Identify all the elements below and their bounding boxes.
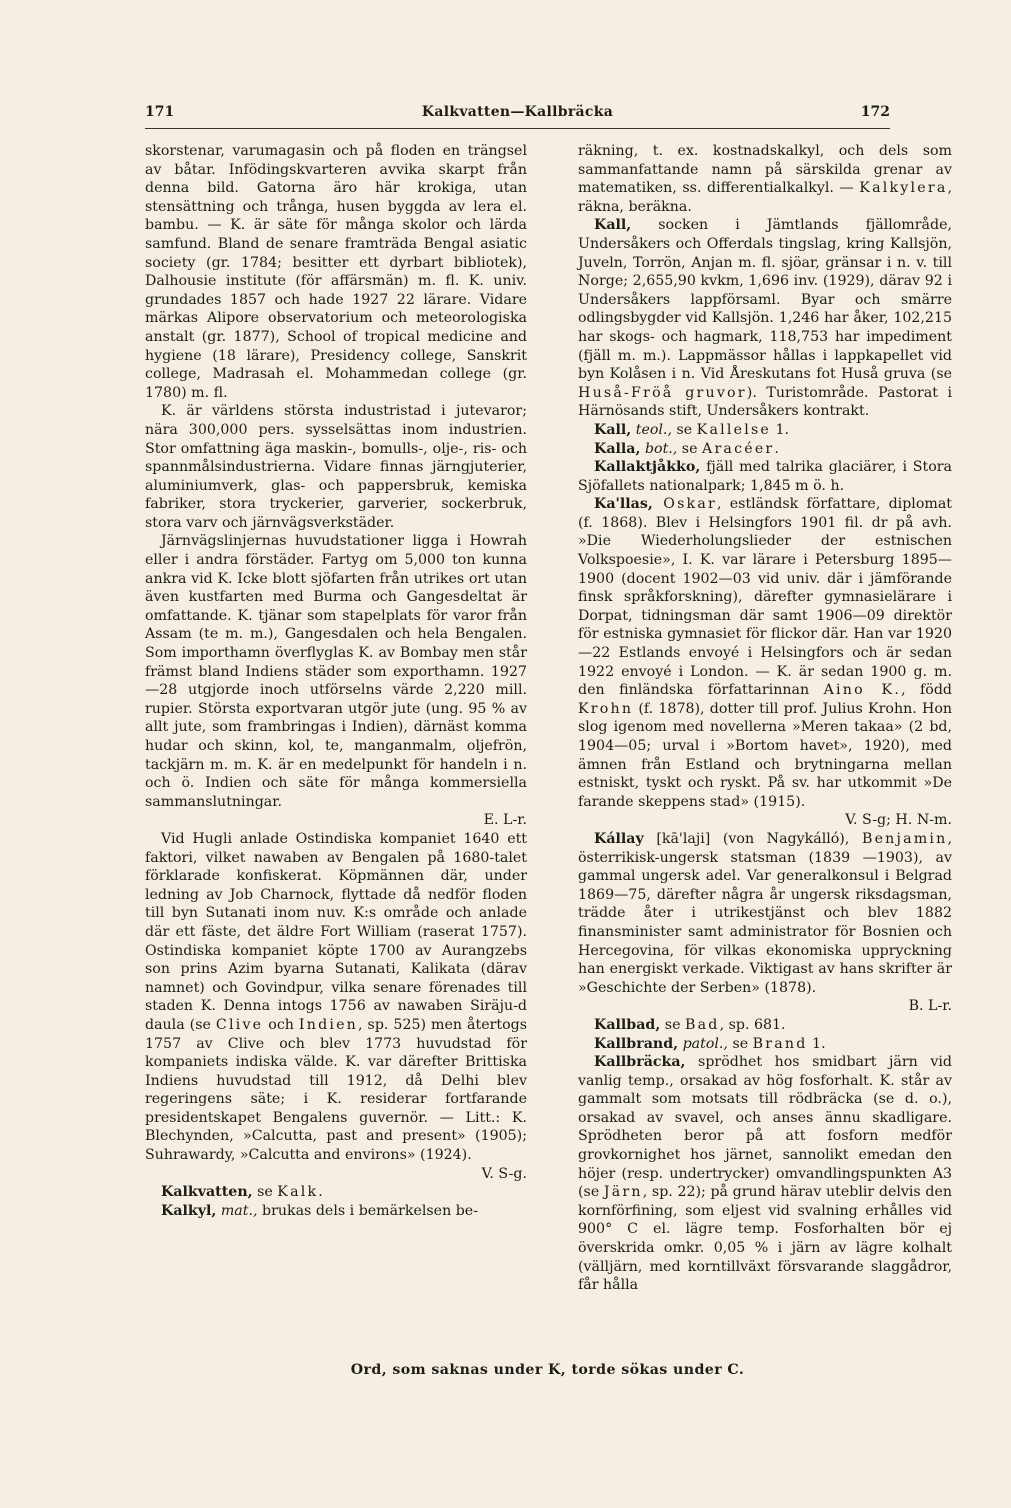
cross-reference: Bad [684, 1016, 720, 1033]
paragraph: räkning, t. ex. kostnadskalkyl, och dels som sammanfattande namn på särskilda grenar av matematiken, ss. differentialkalkyl. — Kalkylera, räkna, beräkna. [578, 143, 952, 215]
entry-kalkvatten: Kalkvatten, se Kalk. [161, 1184, 323, 1201]
entry-headword: Kállay [594, 830, 644, 847]
cross-reference: Huså-Fröå gruvor [578, 384, 747, 401]
cross-reference: Krohn [578, 700, 634, 717]
cross-reference: Aino K. [823, 682, 902, 699]
paragraph: K. är världens största industristad i jutevaror; nära 300,000 pers. sysselsättas inom industrien. Stor omfattning äga maskin-, bomulls-, olje-, ris- och spannmålsindustrierna. Vidare finnas järngjuterier, aluminiumverk, glas- och pappersbruk, kemiska fabriker, stora tryckerier, garverier, sockerbruk, stora varv och järnvägsverkstäder. [145, 403, 527, 531]
entry-headword: Kall, [594, 421, 632, 438]
cross-reference: Benjamin [861, 830, 948, 847]
entry-headword: Kall, [594, 217, 632, 234]
running-title: Kalkvatten—Kallbräcka [421, 104, 614, 120]
entry-kalla: Kalla, bot., se Aracéer. [594, 440, 779, 457]
signature: V. S-g. [481, 1165, 527, 1182]
entry-kallbracka: Kallbräcka, sprödhet hos smidbart järn vid vanlig temp., orsakad av hög fosforhalt. K. står av gammalt som motsats till rödbräcka (se d. o.), orsakad av svavel, och anses ännu skadligare. Sprödheten beror på att fosforn medför grovkornighet hos järnet, sannolikt emedan den höjer (resp. undertrycker) omvandlingspunkten A3 (se Järn, sp. 22); på grund härav uteblir delvis den kornförfining, som eljest vid svalning erhålles vid 900° C el. lägre temp. Fosforhalten bör ej överskrida omkr. 0,05 % i järn av lägre kolhalt (välljärn, med korntillväxt försvarande slaggådror, får hålla [578, 1054, 952, 1294]
header-rule [145, 128, 890, 129]
signature: E. L-r. [483, 812, 527, 829]
entry-headword: Kalkvatten, [161, 1184, 253, 1201]
entry-kallbrand: Kallbrand, patol., se Brand 1. [594, 1035, 826, 1052]
cross-reference: Kalk [277, 1184, 319, 1201]
cross-reference: Järn [603, 1184, 643, 1201]
entry-kall: Kall, socken i Jämtlands fjällområde, Undersåkers och Offerdals tingslag, kring Kallsjön, Juveln, Torrön, Anjan m. fl. sjöar, gränsar i n. v. till Norge; 2,655,90 kvkm, 1,696 inv. (1929), därav 92 i Undersåkers lappförsaml. Byar och smärre odlingsbygder vid Kallsjön. 1,246 har åker, 102,215 har skogs- och hagmark, 118,753 har impediment (fjäll m. m.). Lappmässor hållas i lappkapellet vid byn Kolåsen i n. Vid Åreskutans fot Huså gruva (se Huså-Fröå gruvor). Turistområde. Pastorat i Härnösands stift, Undersåkers kontrakt. [578, 217, 953, 420]
cross-reference: Kalkylera [859, 180, 948, 197]
paragraph: skorstenar, varumagasin och på floden en trängsel av båtar. Infödingskvarteren avvika skarpt från denna bild. Gatorna äro här krokiga, utan stensättning och trånga, husen byggda av lera el. bambu. — K. är säte för många skolor och lärda samfund. Bland de senare framträda Bengal asiatic society (gr. 1784; besitter ett dyrbart bibliotek), Dalhousie institute (för affärsmän) m. fl. K. univ. grundades 1857 och hade 1927 22 lärare. Vidare märkas Alipore observatorium och meteorologiska anstalt (gr. 1877), School of tropical medicine and hygiene (18 lärare), Presidency college, Sanskrit college, Madrasah el. Mohammedan college (gr. 1780) m. fl. [145, 143, 527, 401]
left-column [145, 142, 527, 1220]
page-header [145, 104, 890, 126]
cross-reference: Aracéer [702, 440, 775, 457]
cross-reference: Indien [298, 1016, 359, 1033]
entry-headword: Kallbräcka, [594, 1054, 686, 1071]
cross-reference: Brand [752, 1035, 808, 1052]
cross-reference: Clive [215, 1016, 264, 1033]
cross-reference: Kallelse [696, 421, 772, 438]
entry-headword: Kalkyl, [161, 1202, 217, 1219]
entry-headword: Kallaktjåkko, [594, 459, 701, 476]
entry-headword: Ka'llas, [594, 496, 653, 513]
entry-kallaktjakko: Kallaktjåkko, fjäll med talrika glaciärer, i Stora Sjöfallets nationalpark; 1,845 m ö. h. [578, 459, 952, 494]
entry-kallay: Kállay [kā'laji] (von Nagykálló), Benjamin, österrikisk-ungersk statsman (1839 —1903), av gammal ungersk adel. Var generalkonsul i Belgrad 1869—75, därefter några år ungersk riksdagsman, trädde åter i utrikestjänst och blev 1882 finansminister samt administrator för Bosnien och Hercegovina, för vilkas ekonomiska uppryckning han energiskt verkade. Viktigast av hans skrifter är »Geschichte der Serben» (1878). B. L-r. [578, 830, 952, 1015]
footer-note: Ord, som saknas under K, torde sökas under C. [350, 1362, 745, 1378]
paragraph: Järnvägslinjernas huvudstationer ligga i Howrah eller i andra förstäder. Fartyg om 5,000 ton kunna ankra vid K. Icke blott sjöfarten från utrikes ort utan även kustfarten med Burma och Gangesdeltat är omfattande. K. tjänar som stapelplats för varor från Assam (te m. m.), Gangesdalen och hela Bengalen. Som importhamn överflyglas K. av Bombay men står främst bland Indiens städer som exporthamn. 1927—28 utgjorde inoch utförselns värde 2,220 mill. rupier. Största exportvaran utgör jute (ung. 95 % av allt jute, som frambringas i Indien), därnäst komma hudar och skinn, kol, te, manganmalm, oljefrön, tackjärn m. m. K. är en medelpunkt för handeln i n. och ö. Indien och säte för många kommersiella sammanslutningar. E. L-r. [145, 533, 527, 829]
entry-headword: Kalla, [594, 440, 641, 457]
entry-headword: Kallbrand, [594, 1035, 679, 1052]
page-number-left: 171 [145, 104, 175, 120]
entry-kallas: Ka'llas, Oskar, estländsk författare, diplomat (f. 1868). Blev i Helsingfors 1901 fil. dr på avh. »Die Wiederholungslieder der estnischen Volkspoesie», I. K. var lärare i Petersburg 1895—1900 (docent 1902—03 vid univ. där i jämförande finsk språkforskning), därefter gymnasielärare i Dorpat, tidningsman där samt 1906—09 direktör för estniska gymnasiet för flickor där. Han var 1920 —22 Estlands envoyé i Helsingfors och är sedan 1922 envoyé i London. — K. är sedan 1900 g. m. den finländska författarinnan Aino K., född Krohn (f. 1878), dotter till prof. Julius Krohn. Hon slog igenom med novellerna »Meren takaa» (2 bd, 1904—05; urval i »Bortom havet», 1920), med ämnen från Estland och brytningarna mellan estniskt, tyskt och ryskt. På sv. har utkommit »De farande skeppens stad» (1915). V. S-g; H. N-m. [578, 496, 953, 829]
page-number-right: 172 [860, 104, 890, 120]
paragraph: Vid Hugli anlade Ostindiska kompaniet 1640 ett faktori, vilket nawaben av Bengalen på 1680-talet förklarade konfiskerat. Köpmännen där, under ledning av Job Charnock, flyttade då nedför floden till byn Sutanati inom nuv. K:s område och anlade där ett fäste, det äldre Fort William (raserat 1757). Ostindiska kompaniet köpte 1700 av Aurangzebs son prins Azim byarna Sutanati, Kalikata (därav namnet) och Govindpur, vilka senare förenades till staden K. Denna intogs 1756 av nawaben Siräju-d daula (se Clive och Indien, sp. 525) men återtogs 1757 av Clive och blev 1773 huvudstad för kompaniets indiska välde. K. var därefter Brittiska Indiens huvudstad till 1912, då Delhi blev regeringens säte; i K. residerar fortfarande presidentskapet Bengalens guvernör. — Litt.: K. Blechynden, »Calcutta, past and present» (1905); Suhrawardy, »Calcutta and environs» (1924). V. S-g. [145, 830, 527, 1182]
entry-kallbad: Kallbad, se Bad, sp. 681. [594, 1016, 786, 1033]
entry-headword: Kallbad, [594, 1016, 661, 1033]
signature: B. L-r. [908, 998, 952, 1015]
entry-kall-teol: Kall, teol., se Kallelse 1. [594, 421, 790, 438]
entry-kalkyl: Kalkyl, mat., brukas dels i bemärkelsen be- [161, 1202, 478, 1219]
right-column [578, 142, 952, 1295]
signature: V. S-g; H. N-m. [845, 812, 952, 829]
